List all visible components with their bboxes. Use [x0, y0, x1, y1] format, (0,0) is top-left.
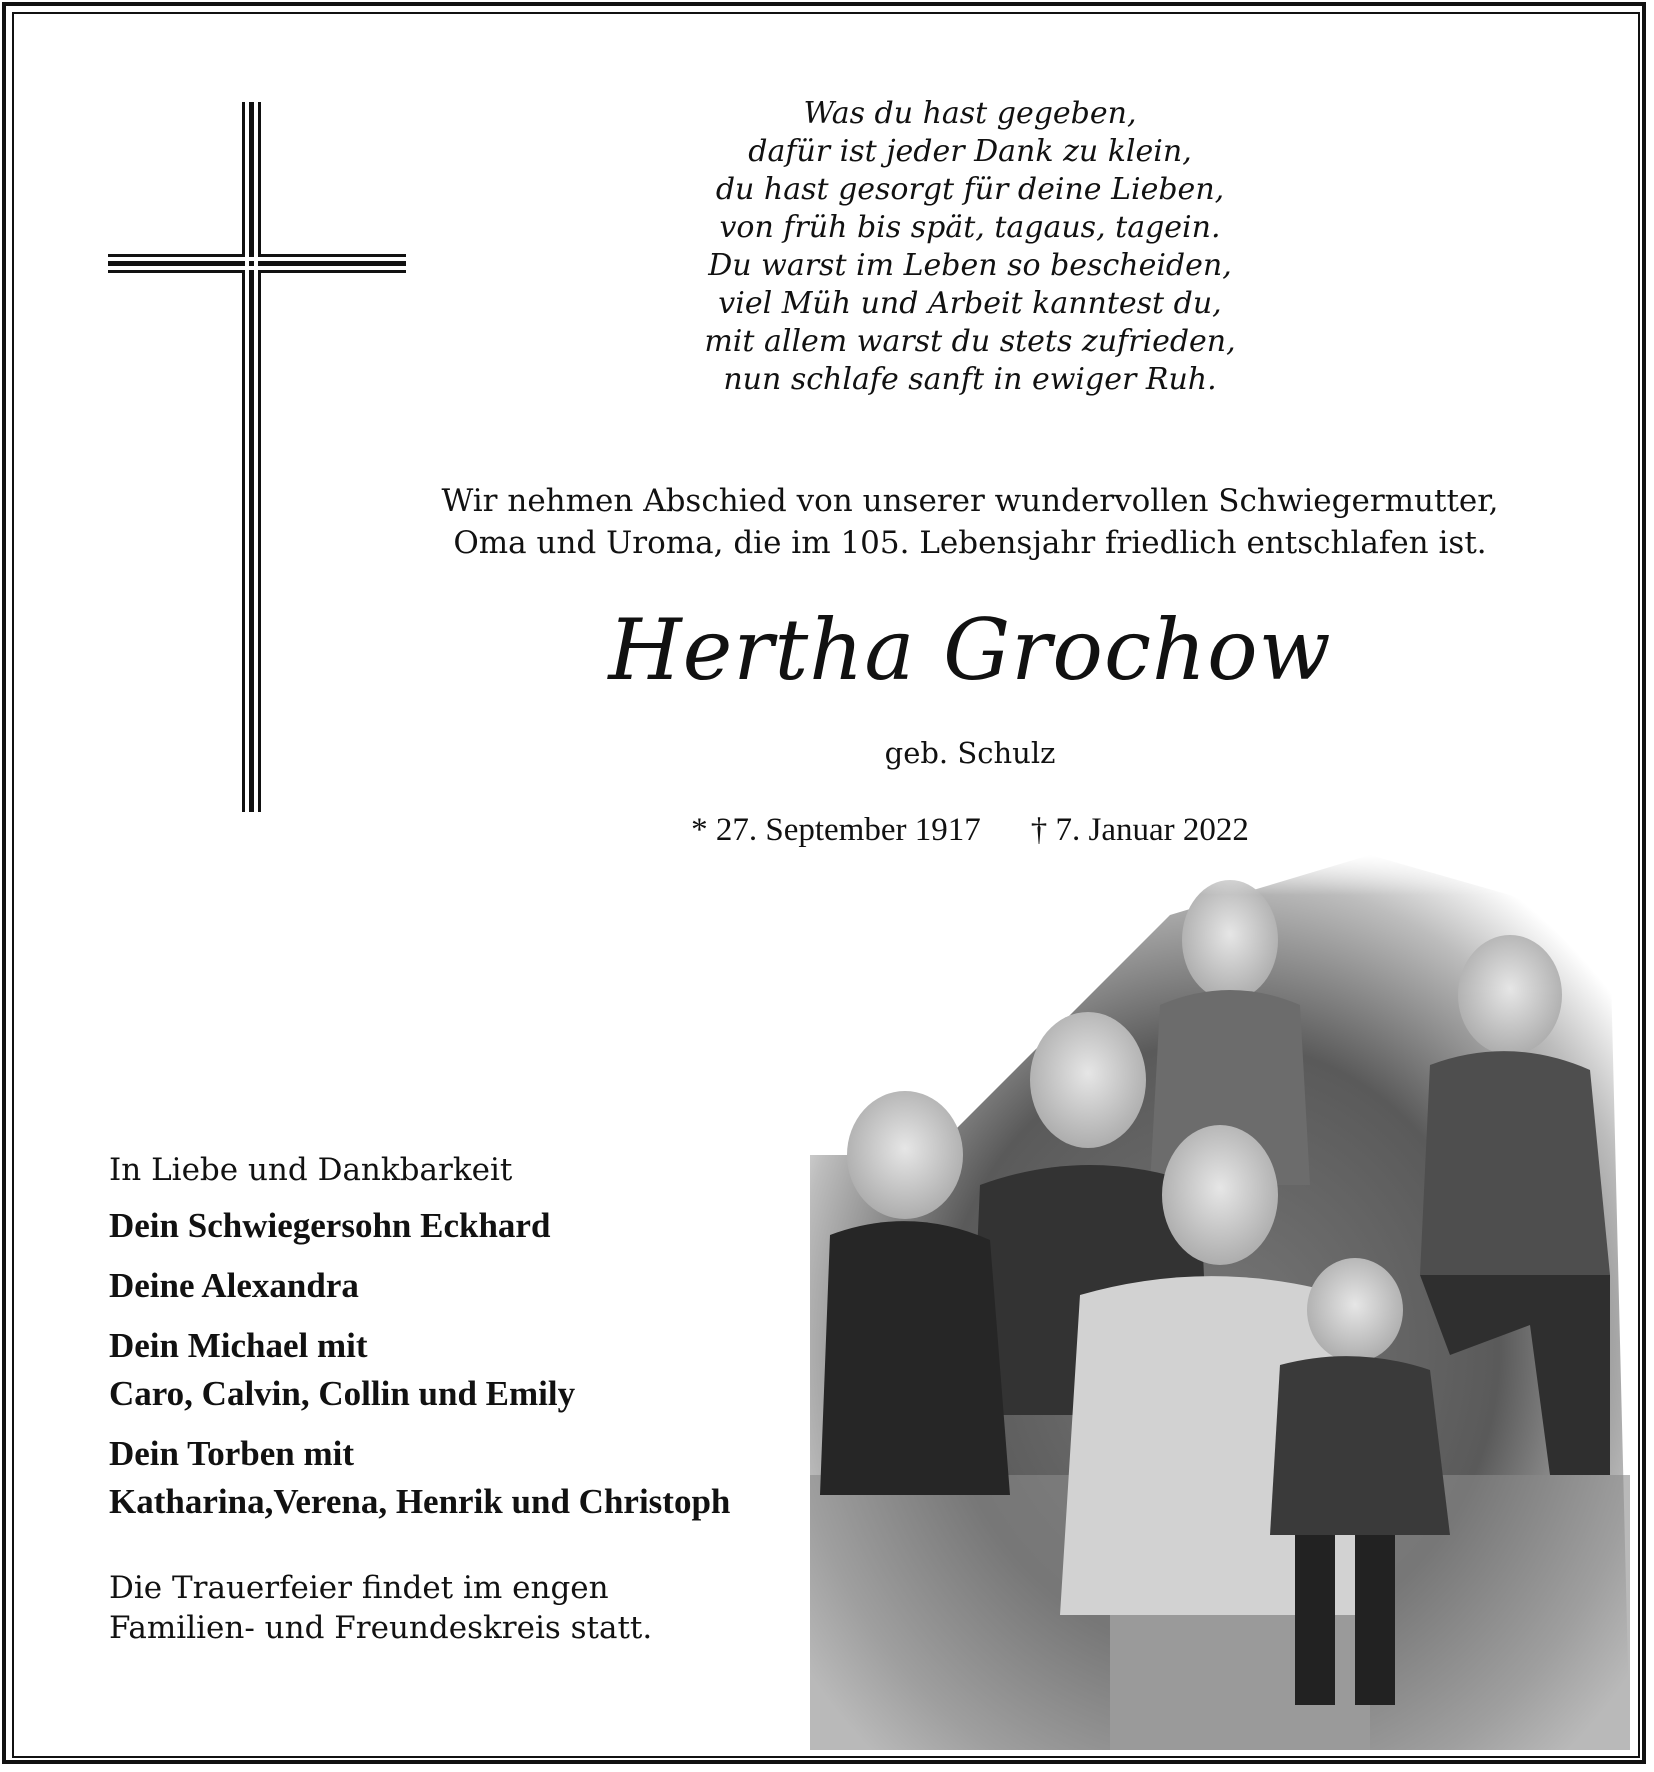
mourner-line: Dein Michael mit: [109, 1326, 368, 1365]
poem-line: nun schlafe sanft in ewiger Ruh.: [723, 362, 1217, 397]
funeral-line: Familien- und Freundeskreis statt.: [109, 1610, 653, 1646]
mourner-line: Katharina,Verena, Henrik und Christoph: [109, 1482, 731, 1521]
memorial-poem: [560, 95, 1380, 399]
farewell-text: [380, 480, 1560, 564]
poem-line: viel Müh und Arbeit kanntest du,: [718, 286, 1222, 321]
birth-name: geb. Schulz: [884, 736, 1056, 770]
mourner-group: [109, 1202, 829, 1250]
mourner-line: Dein Torben mit: [109, 1434, 355, 1473]
death-date: † 7. Januar 2022: [1030, 812, 1249, 848]
mourner-line: Dein Schwiegersohn Eckhard: [109, 1206, 551, 1245]
poem-line: dafür ist jeder Dank zu klein,: [748, 134, 1192, 169]
mourner-group: [109, 1322, 829, 1418]
farewell-line: Oma und Uroma, die im 105. Lebensjahr friedlich entschlafen ist.: [453, 525, 1487, 561]
closing-intro: In Liebe und Dankbarkeit: [109, 1152, 513, 1188]
birth-date: * 27. September 1917: [691, 812, 981, 848]
poem-line: du hast gesorgt für deine Lieben,: [715, 172, 1225, 207]
funeral-line: Die Trauerfeier findet im engen: [109, 1570, 609, 1606]
mourners-section: [109, 1150, 829, 1648]
mourner-group: [109, 1430, 829, 1526]
mourner-line: Deine Alexandra: [109, 1266, 359, 1305]
poem-line: Was du hast gegeben,: [803, 96, 1137, 131]
mourner-group: [109, 1262, 829, 1310]
poem-line: Du warst im Leben so bescheiden,: [708, 248, 1232, 283]
mourner-line: Caro, Calvin, Collin und Emily: [109, 1374, 576, 1413]
funeral-note: [109, 1568, 829, 1648]
farewell-line: Wir nehmen Abschied von unserer wundervollen Schwiegermutter,: [441, 483, 1499, 519]
poem-line: mit allem warst du stets zufrieden,: [704, 324, 1236, 359]
cross-icon: [108, 102, 406, 812]
deceased-name: Hertha Grochow: [608, 601, 1332, 699]
life-dates: [560, 810, 1380, 850]
poem-line: von früh bis spät, tagaus, tagein.: [719, 210, 1221, 245]
family-photo: [810, 855, 1630, 1750]
